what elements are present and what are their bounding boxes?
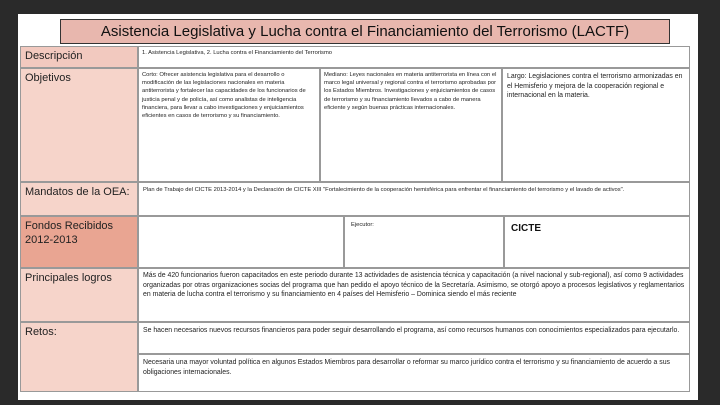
- logros-label-text: Principales logros: [25, 272, 112, 284]
- fondos-label: [20, 216, 138, 268]
- retos-value-1-text: Se hacen necesarios nuevos recursos financieros para poder seguir desarrollando el programa, así como recursos humanos con conocimientos especializados para ejecutarlo.: [143, 327, 680, 334]
- ejecutor-value-text: CICTE: [511, 223, 541, 234]
- retos-label: [20, 322, 138, 392]
- objetivo-largo: [502, 68, 690, 182]
- mandatos-label: [20, 182, 138, 216]
- retos-label-text: Retos:: [25, 326, 57, 338]
- logros-value: [138, 268, 690, 322]
- fondos-label-text: Fondos Recibidos 2012-2013: [25, 220, 114, 247]
- mandatos-label-text: Mandatos de la OEA:: [25, 186, 130, 198]
- fondos-value: [138, 216, 344, 268]
- ejecutor-label: [344, 216, 504, 268]
- mandatos-value: [138, 182, 690, 216]
- logros-value-text: Más de 420 funcionarios fueron capacitados en este periodo durante 13 actividades de asistencia técnica y capacitación (a nivel nacional y sub-regional), así como 9 actividades organizadas por otras organizaciones socias del programa que han pedido el apoyo técnico de la Secretaría. Asimismo, se otorgó apoyo a procesos legislativos y reglamentarios en materia de lucha contra el terrorismo y su financiamiento en 4 países del Hemisferio – Dominica siendo el más reciente: [143, 272, 685, 299]
- retos-value-2: [138, 354, 690, 392]
- program-table: [20, 46, 698, 396]
- page-title: Asistencia Legislativa y Lucha contra el Financiamiento del Terrorismo (LACTF): [60, 19, 670, 44]
- mandatos-value-text: Plan de Trabajo del CICTE 2013-2014 y la Declaración de CICTE XIII "Fortalecimiento de la cooperación hemisférica para enfrentar el financiamiento del terrorismo y el lavado de activos".: [143, 187, 625, 193]
- ejecutor-value: [504, 216, 690, 268]
- objetivos-label: [20, 68, 138, 182]
- retos-value-2-text: Necesaria una mayor voluntad política en algunos Estados Miembros para desarrollar o reformar su marco jurídico contra el terrorismo y su financiamiento de acuerdo a sus obligaciones internacionales.: [143, 359, 671, 376]
- descripcion-label-text: Descripción: [25, 50, 83, 62]
- objetivos-label-text: Objetivos: [25, 72, 71, 84]
- ejecutor-label-text: Ejecutor:: [351, 222, 374, 228]
- objetivo-largo-text: Largo: Legislaciones contra el terrorismo armonizadas en el Hemisferio y mejora de la cooperación regional e internacional en la materia.: [507, 73, 683, 100]
- descripcion-value-text: 1. Asistencia Legislativa, 2. Lucha contra el Financiamiento del Terrorismo: [142, 50, 333, 56]
- objetivo-corto-text: Corto: Ofrecer asistencia legislativa para el desarrollo o modificación de las legislaciones nacionales en materia antiterrorista y fortalecer las capacidades de los funcionarios de justicia penal y de policía, así como analistas de inteligencia financiera, para llevar a cabo investigaciones y enjuiciamientos eficientes en casos de terrorismo y su financiamiento.: [142, 72, 306, 120]
- objetivo-mediano: [320, 68, 502, 182]
- objetivo-mediano-text: Mediano: Leyes nacionales en materia antiterrorista en línea con el marco legal universal y regional contra el terrorismo aprobadas por los Estados Miembros. Investigaciones y enjuiciamientos de casos de terrorismo y su financiamiento llevados a cabo de manera eficiente y según buenas prácticas internacionales.: [324, 72, 497, 111]
- logros-label: [20, 268, 138, 322]
- descripcion-value: [138, 46, 690, 68]
- objetivo-corto: [138, 68, 320, 182]
- descripcion-label: [20, 46, 138, 68]
- retos-value-1: [138, 322, 690, 354]
